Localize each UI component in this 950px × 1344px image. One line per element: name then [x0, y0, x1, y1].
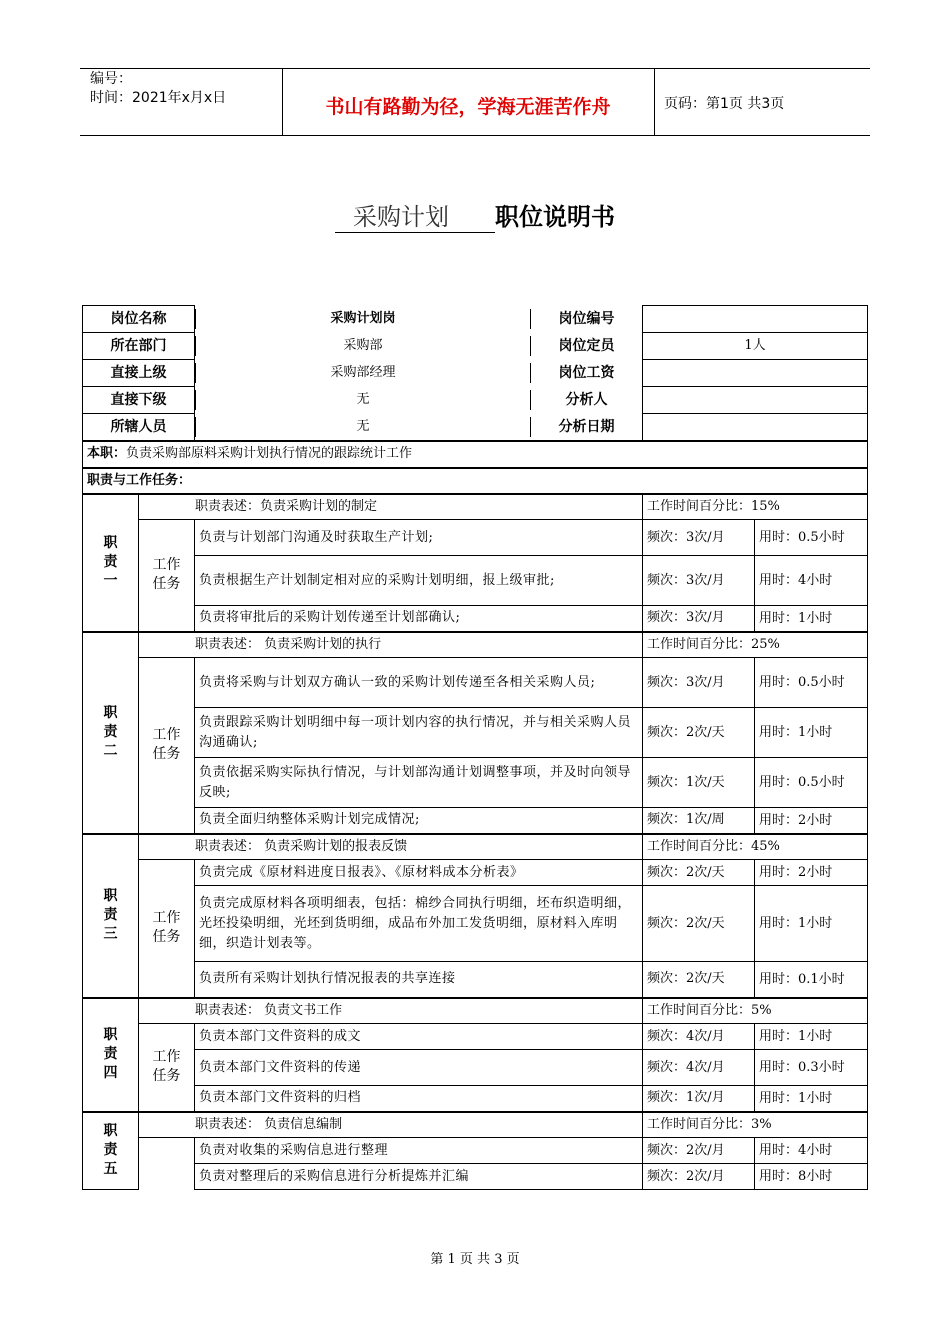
mission-row [83, 441, 868, 468]
task-text: 负责完成原材料各项明细表，包括：棉纱合同执行明细，坯布织造明细，光坯投染明细，光坯到货明细，成品布外加工发货明细，原材料入库明细，织造计划表等。 [195, 886, 643, 962]
duty-time-percent: 工作时间百分比：45% [643, 834, 868, 860]
duty-time-percent: 工作时间百分比：3% [643, 1112, 868, 1138]
task-duration: 用时：0.3小时 [755, 1050, 868, 1086]
duty-expression-row [83, 632, 868, 658]
task-duration: 用时：1小时 [755, 708, 868, 758]
task-label: 工作任务 [152, 557, 181, 593]
duty-name: 职责四 [83, 998, 139, 1112]
task-duration: 用时：1小时 [755, 1086, 868, 1112]
info-label: 岗位定员 [558, 338, 615, 354]
task-row [83, 1138, 868, 1164]
title-suffix: 职位说明书 [495, 203, 615, 231]
task-row [83, 860, 868, 886]
duty-expression: 职责表述： 负责采购计划的报表反馈 [139, 834, 643, 860]
duty-name: 职责一 [83, 494, 139, 632]
info-label: 所在部门 [83, 333, 195, 360]
info-row [83, 387, 868, 414]
info-label: 分析人 [565, 392, 608, 408]
duty-expression: 职责表述： 负责信息编制 [139, 1112, 643, 1138]
task-row [83, 1164, 868, 1190]
analysis-date [643, 414, 868, 441]
task-text: 负责跟踪采购计划明细中每一项计划内容的执行情况，并与相关采购人员沟通确认; [195, 708, 643, 758]
header-page-info: 页码：第1页 共3页 [664, 96, 785, 112]
task-row [83, 808, 868, 834]
task-label: 工作任务 [152, 1049, 181, 1085]
task-text: 负责对整理后的采购信息进行分析提炼并汇编 [195, 1164, 643, 1190]
duty-expression: 职责表述： 负责采购计划的执行 [139, 632, 643, 658]
task-frequency: 频次：2次/月 [643, 1138, 755, 1164]
task-frequency: 频次：2次/天 [643, 962, 755, 998]
post-no [643, 306, 868, 333]
duty-expression-row [83, 494, 868, 520]
header-meta [90, 70, 226, 108]
task-frequency: 频次：2次/天 [643, 860, 755, 886]
task-label: 工作任务 [152, 910, 181, 946]
superior: 采购部经理 [196, 363, 531, 383]
task-row [83, 658, 868, 708]
task-duration: 用时：4小时 [755, 556, 868, 606]
task-duration: 用时：2小时 [755, 808, 868, 834]
post-name: 采购计划岗 [196, 309, 531, 329]
staff: 无 [196, 417, 531, 437]
info-label: 岗位工资 [558, 365, 615, 381]
task-duration: 用时：0.1小时 [755, 962, 868, 998]
task-label: 工作任务 [152, 727, 181, 763]
duty-expression: 职责表述：负责采购计划的制定 [139, 494, 643, 520]
task-row [83, 1050, 868, 1086]
duty-name: 职责二 [83, 632, 139, 834]
task-duration: 用时：1小时 [755, 886, 868, 962]
duty-expression-row [83, 998, 868, 1024]
job-title: 采购计划 [335, 197, 495, 233]
info-label: 直接上级 [83, 360, 195, 387]
task-text: 负责与计划部门沟通及时获取生产计划; [195, 520, 643, 556]
task-frequency: 频次：3次/月 [643, 606, 755, 632]
dept: 采购部 [196, 336, 531, 356]
task-row [83, 886, 868, 962]
duty-name: 职责三 [83, 834, 139, 998]
info-label: 直接下级 [83, 387, 195, 414]
task-frequency: 频次：2次/天 [643, 708, 755, 758]
header-divider [654, 68, 655, 136]
date-line: 时间：2021年x月x日 [90, 90, 227, 106]
task-text: 负责对收集的采购信息进行整理 [195, 1138, 643, 1164]
task-row [83, 1024, 868, 1050]
salary [643, 360, 868, 387]
task-frequency: 频次：4次/月 [643, 1024, 755, 1050]
task-duration: 用时：8小时 [755, 1164, 868, 1190]
duties-label: 职责与工作任务： [83, 468, 868, 494]
task-frequency: 频次：3次/月 [643, 556, 755, 606]
task-row [83, 520, 868, 556]
task-duration: 用时：0.5小时 [755, 658, 868, 708]
duties-header-row [83, 468, 868, 494]
info-label: 所辖人员 [83, 414, 195, 441]
info-label: 岗位名称 [83, 306, 195, 333]
task-row [83, 1086, 868, 1112]
mission [83, 441, 868, 468]
task-text: 负责依据采购实际执行情况，与计划部沟通计划调整事项，并及时向领导反映; [195, 758, 643, 808]
duty-time-percent: 工作时间百分比：5% [643, 998, 868, 1024]
serial-label: 编号： [90, 71, 132, 87]
task-duration: 用时：4小时 [755, 1138, 868, 1164]
task-duration: 用时：2小时 [755, 860, 868, 886]
duty-time-percent: 工作时间百分比：25% [643, 632, 868, 658]
task-text: 负责本部门文件资料的归档 [195, 1086, 643, 1112]
task-text: 负责完成《原材料进度日报表》、《原材料成本分析表》 [195, 860, 643, 886]
task-text: 负责全面归纳整体采购计划完成情况; [195, 808, 643, 834]
task-duration: 用时：1小时 [755, 1024, 868, 1050]
duty-name: 职责五 [83, 1112, 139, 1190]
task-frequency: 频次：4次/月 [643, 1050, 755, 1086]
task-text: 负责根据生产计划制定相对应的采购计划明细，报上级审批; [195, 556, 643, 606]
task-row [83, 556, 868, 606]
task-duration: 用时：0.5小时 [755, 758, 868, 808]
duty-expression-row [83, 834, 868, 860]
document-title [0, 197, 950, 233]
info-row [83, 360, 868, 387]
task-row [83, 708, 868, 758]
task-frequency: 频次：1次/周 [643, 808, 755, 834]
task-text: 负责将审批后的采购计划传递至计划部确认; [195, 606, 643, 632]
task-row [83, 606, 868, 632]
task-frequency: 频次：3次/月 [643, 520, 755, 556]
task-label [139, 1138, 195, 1190]
task-text: 负责本部门文件资料的成文 [195, 1024, 643, 1050]
duty-time-percent: 工作时间百分比：15% [643, 494, 868, 520]
task-row [83, 758, 868, 808]
task-frequency: 频次：1次/天 [643, 758, 755, 808]
info-row [83, 333, 868, 360]
info-label: 分析日期 [558, 418, 615, 435]
header-bottom-rule [80, 135, 870, 136]
info-row [83, 306, 868, 333]
task-duration: 用时：1小时 [755, 606, 868, 632]
analyst [643, 387, 868, 414]
subordinate: 无 [196, 390, 531, 410]
task-frequency: 频次：1次/月 [643, 1086, 755, 1112]
info-row [83, 414, 868, 441]
task-row [83, 962, 868, 998]
job-description-table [82, 305, 868, 1190]
duty-expression-row [83, 1112, 868, 1138]
task-duration: 用时：0.5小时 [755, 520, 868, 556]
header-motto: 书山有路勤为径，学海无涯苦作舟 [325, 96, 611, 118]
task-frequency: 频次：2次/天 [643, 886, 755, 962]
task-text: 负责所有采购计划执行情况报表的共享连接 [195, 962, 643, 998]
mission-label: 本职： [87, 446, 127, 461]
headcount: 1人 [643, 333, 868, 360]
task-text: 负责将采购与计划双方确认一致的采购计划传递至各相关采购人员; [195, 658, 643, 708]
task-text: 负责本部门文件资料的传递 [195, 1050, 643, 1086]
task-frequency: 频次：2次/月 [643, 1164, 755, 1190]
info-label: 岗位编号 [558, 311, 615, 327]
duty-expression: 职责表述： 负责文书工作 [139, 998, 643, 1024]
page-footer: 第 1 页 共 3 页 [430, 1252, 520, 1267]
task-frequency: 频次：3次/月 [643, 658, 755, 708]
mission-text: 负责采购部原料采购计划执行情况的跟踪统计工作 [126, 446, 413, 461]
header-top-rule [80, 68, 870, 69]
